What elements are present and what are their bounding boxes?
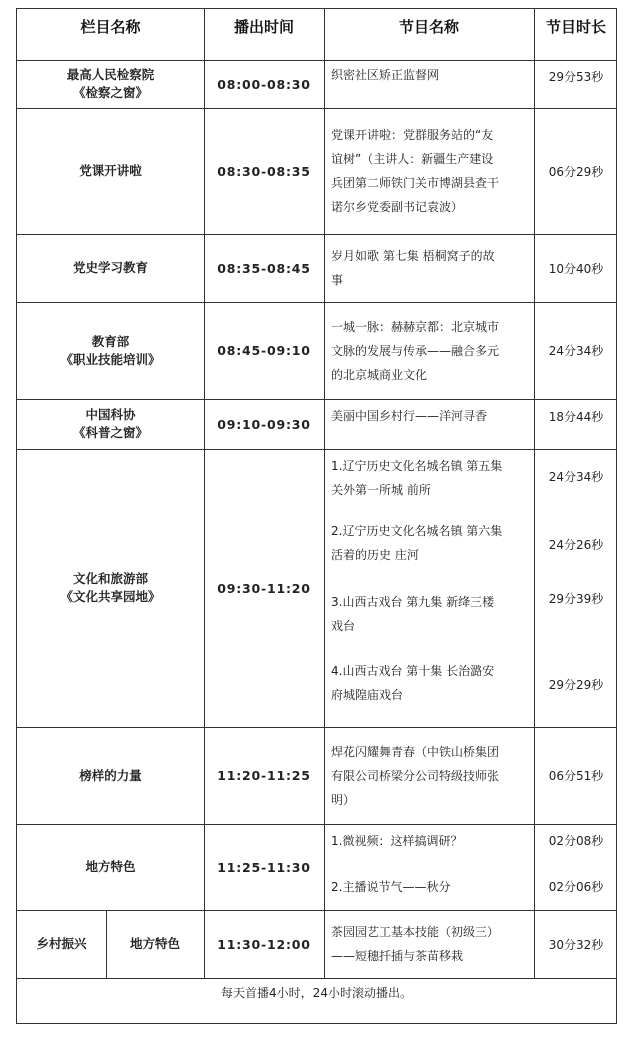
row-duration: 06分29秒 bbox=[548, 164, 604, 179]
row-air-time: 11:25-11:30 bbox=[217, 859, 311, 875]
row-column-name: 中国科协 《科普之窗》 bbox=[72, 407, 148, 440]
row-air-time: 11:30-12:00 bbox=[217, 936, 311, 952]
list-item-duration: 24分26秒 bbox=[548, 538, 604, 552]
header-program-name: 节目名称 bbox=[398, 18, 459, 36]
list-item: 2.辽宁历史文化名城名镇 第六集 活着的历史 庄河 bbox=[331, 524, 503, 562]
row-program-name: 美丽中国乡村行——洋河寻香 bbox=[331, 409, 488, 423]
row-program-name: 茶园园艺工基本技能（初级三） ——短穗扦插与茶苗移栽 bbox=[331, 925, 500, 963]
row-duration: 30分32秒 bbox=[548, 937, 604, 952]
list-item: 3.山西古戏台 第九集 新绛三楼 戏台 bbox=[331, 595, 495, 633]
row-column-name: 教育部 《职业技能培训》 bbox=[60, 333, 161, 367]
row-air-time: 09:30-11:20 bbox=[217, 580, 311, 596]
row-column-category: 乡村振兴 bbox=[36, 936, 87, 951]
row-duration: 06分51秒 bbox=[548, 769, 604, 783]
row-duration: 10分40秒 bbox=[548, 261, 604, 276]
row-column-name: 党史学习教育 bbox=[72, 260, 148, 275]
row-column-name: 文化和旅游部 《文化共享园地》 bbox=[60, 571, 161, 604]
row-air-time: 08:45-09:10 bbox=[217, 343, 311, 358]
row-column-name: 最高人民检察院 《检察之窗》 bbox=[66, 67, 155, 100]
row-air-time: 08:35-08:45 bbox=[217, 260, 311, 276]
row-program-name: 党课开讲啦：党群服务站的“友 谊树”（主讲人：新疆生产建设 兵团第二师铁门关市博湖县查干 诺尔乡党委副书记袁波） bbox=[331, 128, 500, 214]
schedule-table bbox=[16, 8, 617, 1024]
row-column-name: 地方特色 bbox=[129, 936, 180, 951]
row-duration: 24分34秒 bbox=[548, 344, 604, 358]
row-program-list bbox=[324, 449, 534, 727]
row-program-list bbox=[324, 824, 534, 910]
header-air-time: 播出时间 bbox=[233, 18, 294, 36]
row-program-name: 一城一脉：赫赫京都：北京城市 文脉的发展与传承——融合多元 的北京城商业文化 bbox=[331, 319, 500, 382]
row-program-name: 岁月如歌 第七集 梧桐窝子的故 事 bbox=[331, 249, 495, 287]
row-program-name: 焊花闪耀舞青春（中铁山桥集团 有限公司桥梁分公司特级技师张 明） bbox=[331, 744, 500, 807]
list-item-duration: 24分34秒 bbox=[548, 470, 604, 484]
list-item: 1.辽宁历史文化名城名镇 第五集 关外第一所城 前所 bbox=[331, 459, 503, 497]
row-air-time: 08:00-08:30 bbox=[217, 76, 311, 92]
row-column-name: 地方特色 bbox=[85, 859, 136, 874]
row-air-time: 09:10-09:30 bbox=[217, 416, 311, 432]
list-item-duration: 29分39秒 bbox=[548, 592, 604, 606]
row-column-name: 榜样的力量 bbox=[79, 767, 142, 783]
list-item-duration: 02分06秒 bbox=[548, 880, 604, 894]
list-item: 1.微视频：这样搞调研？ bbox=[331, 834, 463, 848]
row-air-time: 08:30-08:35 bbox=[217, 163, 311, 179]
row-duration: 29分53秒 bbox=[548, 69, 604, 84]
list-item: 2.主播说节气——秋分 bbox=[331, 880, 451, 894]
row-program-name: 织密社区矫正监督网 bbox=[331, 68, 440, 82]
row-air-time: 11:20-11:25 bbox=[217, 768, 311, 783]
list-item-duration: 29分29秒 bbox=[548, 678, 604, 692]
row-duration-list bbox=[534, 824, 618, 910]
footer-note: 每天首播4小时，24小时滚动播出。 bbox=[221, 985, 412, 1000]
list-item: 4.山西古戏台 第十集 长治潞安 府城隍庙戏台 bbox=[331, 664, 495, 702]
row-column-name: 党课开讲啦 bbox=[79, 163, 142, 178]
header-column-name: 栏目名称 bbox=[80, 18, 141, 36]
list-item-duration: 02分08秒 bbox=[548, 834, 604, 848]
row-duration-list bbox=[534, 449, 618, 727]
row-duration: 18分44秒 bbox=[548, 409, 604, 424]
header-duration: 节目时长 bbox=[545, 18, 606, 36]
